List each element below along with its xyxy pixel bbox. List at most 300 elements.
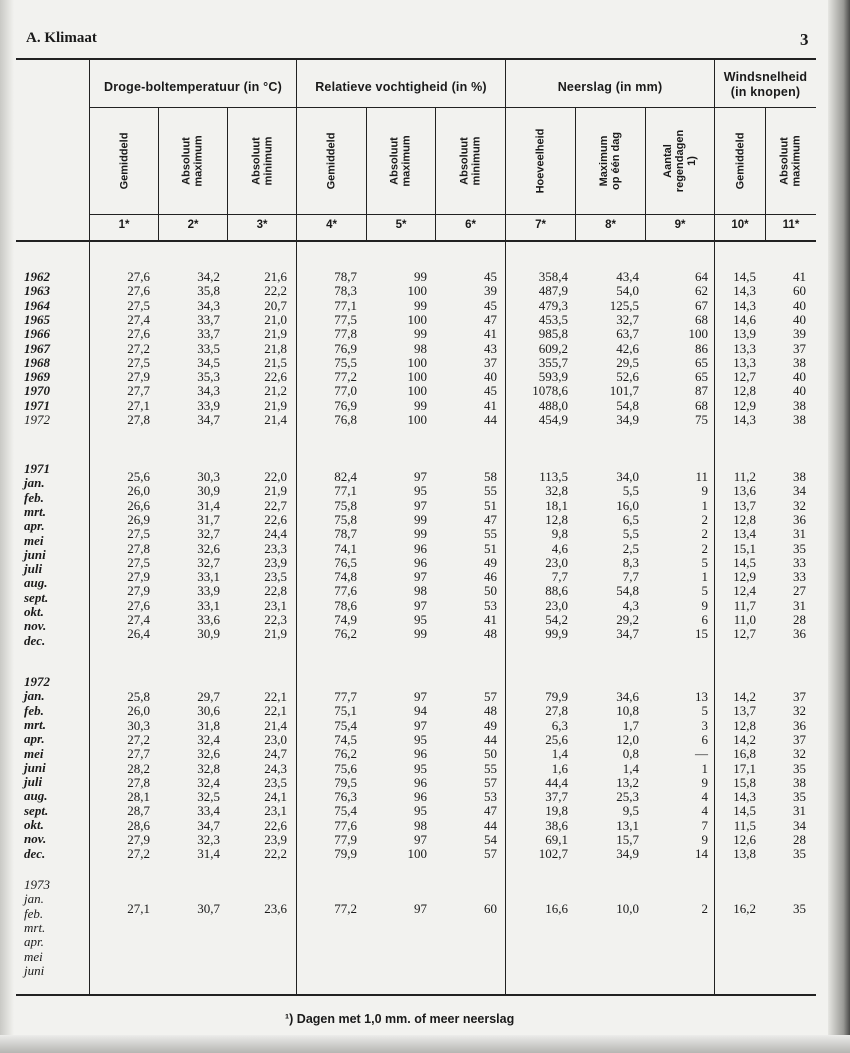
table-cell: 33,7 [197, 326, 220, 342]
table-cell: 25,8 [127, 689, 150, 704]
table-cell: 31,4 [197, 497, 220, 513]
table-cell: 28 [793, 612, 806, 627]
table-cell: 39 [484, 283, 497, 299]
table-cell: 30,3 [127, 717, 150, 733]
table-cell: 32,4 [197, 731, 220, 747]
row-label: 1966 [24, 326, 50, 342]
binding-shadow-right [828, 0, 850, 1053]
table-cell: 22,7 [264, 497, 287, 513]
table-cell: 27,2 [127, 340, 150, 356]
table-cell: 13,4 [733, 526, 756, 542]
table-cell: 57 [484, 689, 497, 704]
table-cell: 1078,6 [532, 383, 568, 399]
table-cell: 30,6 [197, 703, 220, 719]
table-cell: 76,5 [334, 554, 357, 570]
table-cell: 16,6 [545, 901, 568, 916]
table-cell: 2 [701, 511, 708, 527]
table-cell: 44 [484, 817, 497, 833]
table-cell: 47 [484, 511, 497, 527]
table-cell: 34,7 [197, 412, 220, 427]
column-number: 1* [118, 219, 130, 231]
table-cell: 58 [484, 469, 497, 484]
table-cell: 52,6 [616, 369, 639, 385]
table-cell: 14,2 [733, 731, 756, 747]
table-cell: 12,0 [616, 731, 639, 747]
table-cell: 55 [484, 526, 497, 542]
table-cell: 37 [793, 731, 806, 747]
table-cell: 28,1 [127, 789, 150, 805]
subheader-rule [90, 214, 816, 215]
table-cell: 32,8 [197, 760, 220, 776]
table-cell: 86 [695, 340, 708, 356]
table-cell: 34,6 [616, 689, 639, 704]
table-cell: 78,7 [334, 269, 357, 284]
table-cell: 68 [695, 311, 708, 327]
block-year-label: 1973 [24, 877, 50, 892]
table-cell: 14,6 [733, 311, 756, 327]
table-cell: 27,5 [127, 354, 150, 370]
table-cell: 54,8 [616, 397, 639, 413]
table-cell: 113,5 [539, 469, 568, 484]
row-label: feb. [24, 702, 44, 718]
subheader-wind-max: Absoluut maximum [779, 135, 804, 187]
table-cell: 75,4 [334, 717, 357, 733]
table-cell: 29,2 [616, 612, 639, 627]
table-cell: 12,7 [733, 626, 756, 642]
table-cell: 78,3 [334, 283, 357, 299]
table-cell: 6,3 [551, 717, 568, 733]
table-cell: 34,7 [197, 817, 220, 833]
table-cell: 35 [793, 901, 806, 916]
table-cell: 5 [701, 554, 708, 570]
table-cell: 19,8 [545, 803, 568, 819]
table-cell: 34,9 [616, 846, 639, 862]
table-cell: 32,6 [197, 746, 220, 762]
table-cell: 79,9 [545, 689, 568, 704]
table-cell: 21,5 [264, 354, 287, 370]
table-cell: 75,1 [334, 703, 357, 719]
row-label: 1972 [24, 412, 50, 427]
table-cell: 97 [414, 597, 427, 613]
table-cell: 51 [484, 497, 497, 513]
table-cell: 34,3 [197, 297, 220, 313]
table-cell: 32,7 [616, 311, 639, 327]
table-cell: 7,7 [622, 569, 639, 585]
table-cell: 100 [407, 383, 427, 399]
block-year-label: 1972 [24, 674, 50, 689]
table-cell: 27,9 [127, 569, 150, 585]
page-number: 3 [800, 30, 809, 49]
subheader-temp-mean: Gemiddeld [118, 132, 130, 190]
table-cell: 11,7 [733, 597, 756, 613]
table-cell: 75,6 [334, 760, 357, 776]
table-cell: 33,9 [197, 397, 220, 413]
table-cell: 40 [484, 369, 497, 385]
table-cell: 5,5 [622, 526, 639, 542]
table-cell: 27,5 [127, 297, 150, 313]
table-cell: 41 [484, 397, 497, 413]
table-cell: 77,2 [334, 369, 357, 385]
table-cell: 14,2 [733, 689, 756, 704]
table-cell: 24,4 [264, 526, 287, 542]
table-cell: 24,3 [264, 760, 287, 776]
table-cell: 45 [484, 269, 497, 284]
table-cell: 23,6 [264, 901, 287, 916]
table-cell: 23,3 [264, 540, 287, 556]
table-cell: 33 [793, 554, 806, 570]
table-cell: 15,8 [733, 774, 756, 790]
table-cell: 74,8 [334, 569, 357, 585]
table-cell: 100 [407, 283, 427, 299]
table-cell: 34 [793, 817, 806, 833]
row-label: juni [24, 962, 45, 978]
table-cell: 13,7 [733, 497, 756, 513]
table-cell: 43,4 [616, 269, 639, 284]
row-label: mrt. [24, 919, 46, 935]
table-cell: 12,9 [733, 569, 756, 585]
table-cell: 31,8 [197, 717, 220, 733]
table-cell: 33,9 [197, 583, 220, 599]
table-cell: 593,9 [538, 369, 568, 385]
table-cell: 77,8 [334, 326, 357, 342]
table-cell: 42,6 [616, 340, 639, 356]
table-cell: 53 [484, 597, 497, 613]
table-cell: 14,5 [733, 269, 756, 284]
table-cell: 32,7 [197, 554, 220, 570]
table-cell: 34,9 [616, 412, 639, 427]
column-number: 2* [187, 219, 199, 231]
table-cell: 77,2 [334, 901, 357, 916]
table-cell: 21,8 [264, 340, 287, 356]
table-cell: 27,5 [127, 554, 150, 570]
table-cell: 14,3 [733, 412, 756, 427]
row-label: 1963 [24, 283, 50, 299]
table-cell: 32,5 [197, 789, 220, 805]
row-label: mrt. [24, 716, 47, 732]
row-label: jan. [24, 688, 45, 704]
row-label: mei [24, 948, 43, 964]
table-cell: 100 [407, 369, 427, 385]
table-cell: 355,7 [538, 354, 568, 370]
table-cell: 21,6 [264, 269, 287, 284]
table-cell: 1,6 [551, 760, 568, 776]
table-cell: 96 [414, 774, 427, 790]
row-label: apr. [24, 518, 45, 534]
table-cell: 26,6 [127, 497, 150, 513]
table-cell: 96 [414, 789, 427, 805]
table-cell: 12,9 [733, 397, 756, 413]
table-cell: 31,7 [197, 511, 220, 527]
row-label: okt. [24, 604, 44, 619]
table-cell: 20,7 [264, 297, 287, 313]
table-cell: 14,3 [733, 283, 756, 299]
table-cell: 64 [695, 269, 708, 284]
table-cell: 97 [414, 832, 427, 847]
table-cell: 31 [793, 803, 806, 819]
row-label: jan. [24, 475, 45, 491]
table-cell: 12,8 [733, 511, 756, 527]
table-cell: 55 [484, 760, 497, 776]
table-cell: 95 [414, 612, 427, 627]
table-cell: 32,6 [197, 540, 220, 556]
table-cell: 21,2 [264, 383, 287, 399]
table-cell: 87 [695, 383, 708, 399]
page-edge-left [0, 0, 14, 1053]
table-cell: 454,9 [538, 412, 568, 427]
table-cell: 88,6 [545, 583, 568, 599]
table-cell: 99 [414, 626, 427, 642]
column-number: 11* [782, 219, 800, 231]
table-cell: 13,7 [733, 703, 756, 719]
row-label: nov. [24, 618, 47, 634]
table-cell: 78,7 [334, 526, 357, 542]
table-cell: 4 [701, 803, 708, 819]
table-cell: 45 [484, 297, 497, 313]
subheader-wind-mean: Gemiddeld [734, 132, 746, 190]
table-cell: 35 [793, 760, 806, 776]
table-cell: 57 [484, 774, 497, 790]
table-cell: 453,5 [538, 311, 568, 327]
table-cell: 98 [414, 340, 427, 356]
table-cell: 22,6 [264, 817, 287, 833]
table-cell: 27,6 [127, 283, 150, 299]
table-cell: 74,1 [334, 540, 357, 556]
table-cell: 27,2 [127, 731, 150, 747]
table-cell: 98 [414, 817, 427, 833]
table-cell: 76,9 [334, 340, 357, 356]
table-cell: 14,3 [733, 297, 756, 313]
table-cell: 77,9 [334, 832, 357, 847]
table-cell: 34,0 [616, 469, 639, 484]
row-label: feb. [24, 905, 44, 921]
table-cell: 14,5 [733, 803, 756, 819]
table-cell: 21,0 [264, 311, 287, 327]
table-cell: 54 [484, 832, 497, 847]
table-cell: 97 [414, 901, 427, 916]
table-cell: 100 [407, 311, 427, 327]
column-number: 9* [674, 219, 686, 231]
table-cell: 40 [793, 311, 806, 327]
table-cell: 32,4 [197, 774, 220, 790]
table-cell: 27,8 [545, 703, 568, 719]
table-cell: 23,1 [264, 597, 287, 613]
table-cell: 68 [695, 397, 708, 413]
row-label: 1970 [24, 383, 50, 399]
table-cell: 4 [701, 789, 708, 805]
subheader-humidity-mean: Gemiddeld [325, 132, 338, 190]
table-cell: 28 [793, 832, 806, 847]
table-cell: 100 [407, 354, 427, 370]
table-cell: 33,1 [197, 569, 220, 585]
table-cell: 38 [793, 412, 806, 427]
table-cell: 35 [793, 846, 806, 862]
table-cell: 22,6 [264, 511, 287, 527]
row-label: apr. [24, 731, 45, 747]
table-cell: 13,3 [733, 354, 756, 370]
table-cell: 15,7 [616, 832, 639, 847]
table-cell: 47 [484, 311, 497, 327]
row-label: juli [24, 561, 43, 577]
table-cell: 10,0 [616, 901, 639, 916]
table-cell: 16,0 [616, 497, 639, 513]
table-cell: 97 [414, 717, 427, 733]
table-cell: 36 [793, 717, 806, 733]
table-cell: 28,7 [127, 803, 150, 819]
group-header-temperature: Droge-boltemperatuur (in °C) [104, 80, 282, 94]
row-label: aug. [24, 788, 48, 804]
table-cell: 22,8 [264, 583, 287, 599]
table-cell: 12,8 [545, 511, 568, 527]
subheader-rain-amount: Hoeveelheid [534, 128, 547, 194]
table-cell: 48 [484, 703, 497, 719]
table-cell: 38 [793, 397, 806, 413]
row-label: nov. [24, 831, 47, 847]
table-cell: 75,8 [334, 511, 357, 527]
subheader-temp-max: Absoluut maximum [180, 135, 205, 187]
table-cell: 32 [793, 703, 806, 719]
table-cell: 1 [701, 569, 708, 585]
table-cell: 95 [414, 760, 427, 776]
table-cell: 22,1 [264, 689, 287, 704]
table-cell: 24,7 [264, 746, 287, 762]
table-cell: 33 [793, 569, 806, 585]
table-cell: 76,2 [334, 626, 357, 642]
table-cell: 101,7 [609, 383, 639, 399]
table-cell: 12,8 [733, 717, 756, 733]
table-cell: 33,1 [197, 597, 220, 613]
table-cell: 23,0 [264, 731, 287, 747]
table-cell: 95 [414, 483, 427, 499]
table-cell: 32,3 [197, 832, 220, 847]
column-number: 10* [731, 219, 749, 231]
group-header-humidity: Relatieve vochtigheid (in %) [315, 80, 487, 94]
table-cell: 99 [414, 526, 427, 542]
table-cell: 5 [701, 703, 708, 719]
table-cell: 67 [695, 297, 708, 313]
table-cell: 99 [414, 511, 427, 527]
table-cell: 30,9 [197, 483, 220, 499]
table-cell: 11,0 [733, 612, 756, 627]
table-cell: 99 [414, 397, 427, 413]
table-cell: 27,6 [127, 326, 150, 342]
row-label: apr. [24, 934, 44, 950]
table-cell: 35,8 [197, 283, 220, 299]
row-label: dec. [24, 632, 46, 648]
table-cell: 15,1 [733, 540, 756, 556]
table-cell: 25,6 [545, 731, 568, 747]
table-cell: 82,4 [334, 469, 357, 484]
table-cell: 43 [484, 340, 497, 356]
table-cell: 38 [793, 354, 806, 370]
table-cell: 32 [793, 497, 806, 513]
table-cell: 102,7 [538, 846, 568, 862]
table-cell: 40 [793, 297, 806, 313]
table-cell: 27 [793, 583, 806, 599]
column-number: 5* [395, 219, 407, 231]
table-cell: 15 [695, 626, 708, 642]
column-number: 4* [326, 219, 337, 231]
table-cell: 1 [701, 497, 708, 513]
table-cell: 99 [414, 269, 427, 284]
table-cell: 31 [793, 526, 806, 542]
table-cell: 21,4 [264, 412, 287, 427]
table-cell: 29,7 [197, 689, 220, 704]
table-bottom-rule [16, 994, 816, 996]
table-cell: 27,4 [127, 311, 150, 327]
table-cell: 13,8 [733, 846, 756, 862]
table-cell: 1,7 [622, 717, 639, 733]
table-cell: 26,0 [127, 703, 150, 719]
subheader-humidity-min: Absoluut minimum [458, 136, 483, 186]
table-cell: 97 [414, 689, 427, 704]
table-cell: 60 [484, 901, 497, 916]
row-label: 1962 [24, 269, 50, 284]
table-cell: 9 [701, 774, 708, 790]
table-cell: 12,6 [733, 832, 756, 847]
subheader-temp-min: Absoluut minimum [250, 136, 274, 186]
table-cell: 7 [701, 817, 708, 833]
table-cell: 4,3 [622, 597, 639, 613]
table-cell: 11 [695, 469, 708, 484]
table-cell: 1 [701, 760, 708, 776]
table-cell: 17,1 [733, 760, 756, 776]
table-cell: 37,7 [545, 789, 568, 805]
table-cell: 27,6 [127, 269, 150, 284]
table-cell: 31 [793, 597, 806, 613]
table-cell: 27,1 [127, 901, 150, 916]
table-cell: 44,4 [545, 774, 568, 790]
binding-shadow-bottom [0, 1035, 850, 1053]
table-cell: 9 [701, 597, 708, 613]
table-cell: 488,0 [538, 397, 568, 413]
table-cell: 97 [414, 497, 427, 513]
table-cell: 12,7 [733, 369, 756, 385]
table-cell: 26,4 [127, 626, 150, 642]
table-cell: 32 [793, 746, 806, 762]
table-cell: 35 [793, 789, 806, 805]
table-cell: 27,7 [127, 746, 150, 762]
table-cell: 34,3 [197, 383, 220, 399]
table-cell: 32,7 [197, 526, 220, 542]
header-bottom-rule [16, 240, 816, 242]
table-cell: 5 [701, 583, 708, 599]
table-cell: 97 [414, 569, 427, 585]
table-cell: 29,5 [616, 354, 639, 370]
table-cell: 99,9 [545, 626, 568, 642]
table-cell: 13,6 [733, 483, 756, 499]
row-label: sept. [24, 802, 49, 818]
row-label: 1968 [24, 354, 50, 370]
table-cell: 35,3 [197, 369, 220, 385]
table-cell: 13,1 [616, 817, 639, 833]
table-cell: 95 [414, 731, 427, 747]
table-cell: 8,3 [622, 554, 639, 570]
table-cell: 65 [695, 369, 708, 385]
column-number: 6* [465, 219, 476, 231]
table-cell: 9 [701, 483, 708, 499]
table-top-rule [16, 58, 816, 60]
table-cell: 77,1 [334, 483, 357, 499]
table-cell: 21,9 [264, 397, 287, 413]
table-cell: 55 [484, 483, 497, 499]
table-cell: 18,1 [545, 497, 568, 513]
table-cell: 100 [407, 412, 427, 427]
row-label: juni [24, 759, 46, 775]
block-year-label: 1971 [24, 461, 50, 476]
table-cell: 60 [793, 283, 806, 299]
table-cell: 358,4 [538, 269, 568, 284]
table-cell: 487,9 [538, 283, 568, 299]
